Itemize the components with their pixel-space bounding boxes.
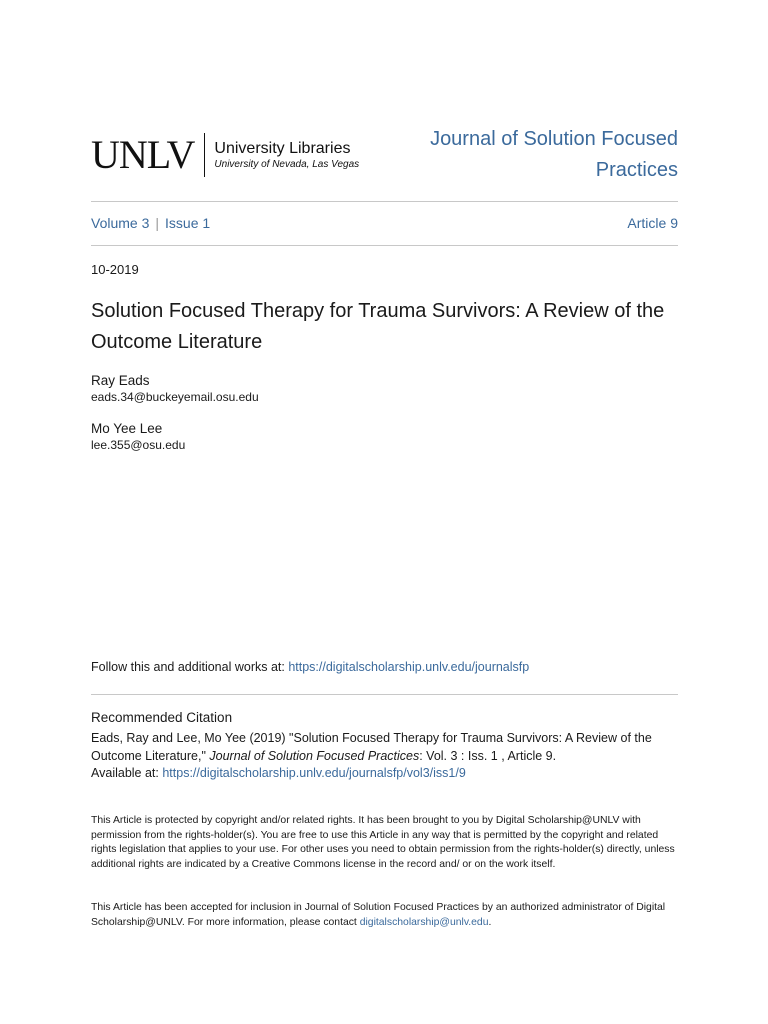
- author-name: Ray Eads: [91, 373, 150, 388]
- logo-library-name: University Libraries: [214, 140, 351, 157]
- follow-line: [91, 660, 529, 674]
- journal-title-link[interactable]: Journal of Solution Focused Practices: [430, 128, 678, 181]
- rights-statement: This Article is protected by copyright and/or related rights. It has been brought to you by Digital Scholarship@UNLV with permission from the rights-holder(s). You are free to use this Article in any way that is permitted by the copyright and related rights legislation that applies to your use. For other uses you need to obtain permission from the rights-holder(s) directly, unless additional rights are indicated by a Creative Commons license in the record and/ or on the work itself.: [91, 815, 675, 870]
- follow-link[interactable]: https://digitalscholarship.unlv.edu/journalsfp: [288, 660, 530, 674]
- logo-wordmark: UNLV: [91, 132, 195, 177]
- citation-journal: Journal of Solution Focused Practices: [209, 748, 420, 763]
- available-label: Available at:: [91, 766, 163, 780]
- header: [91, 126, 678, 186]
- logo-text: [214, 139, 359, 171]
- available-link[interactable]: https://digitalscholarship.unlv.edu/journalsfp/vol3/iss1/9: [162, 766, 466, 780]
- volume-link[interactable]: Volume 3: [91, 215, 150, 231]
- publication-date: 10-2019: [91, 262, 139, 277]
- author-email: lee.355@osu.edu: [91, 438, 186, 452]
- logo-divider: [204, 133, 205, 177]
- acceptance-text: This Article has been accepted for inclusion in Journal of Solution Focused Practices by an authorized administrator of Digital Scholarship@UNLV. For more information, please contact: [91, 902, 666, 928]
- author-1: [91, 372, 259, 405]
- divider-top: [91, 201, 678, 202]
- author-email: eads.34@buckeyemail.osu.edu: [91, 390, 259, 404]
- author-2: [91, 420, 185, 453]
- citation-part-2: : Vol. 3 : Iss. 1 , Article 9.: [419, 748, 557, 763]
- divider-issue: [91, 245, 678, 246]
- acceptance-statement: [91, 901, 678, 930]
- citation-text: [91, 730, 678, 783]
- contact-email-link[interactable]: digitalscholarship@unlv.edu: [359, 916, 489, 928]
- cover-page: [91, 0, 678, 1024]
- unlv-libraries-logo[interactable]: [91, 130, 359, 180]
- logo-university-name: University of Nevada, Las Vegas: [214, 159, 360, 170]
- issue-bar: [91, 213, 678, 233]
- issue-link[interactable]: Issue 1: [165, 215, 211, 231]
- article-title: Solution Focused Therapy for Trauma Survivors: A Review of the Outcome Literature: [91, 300, 665, 353]
- divider-citation: [91, 694, 678, 695]
- article-link[interactable]: Article 9: [627, 215, 678, 231]
- author-name: Mo Yee Lee: [91, 421, 163, 436]
- citation-part-1: Eads, Ray and Lee, Mo Yee (2019) "Solution Focused Therapy for Trauma Survivors: A Review of the Outcome Literature,": [91, 731, 652, 763]
- issue-separator: |: [155, 215, 160, 231]
- citation-heading: Recommended Citation: [91, 710, 233, 725]
- follow-text: Follow this and additional works at:: [91, 660, 289, 674]
- acceptance-end: .: [488, 916, 492, 928]
